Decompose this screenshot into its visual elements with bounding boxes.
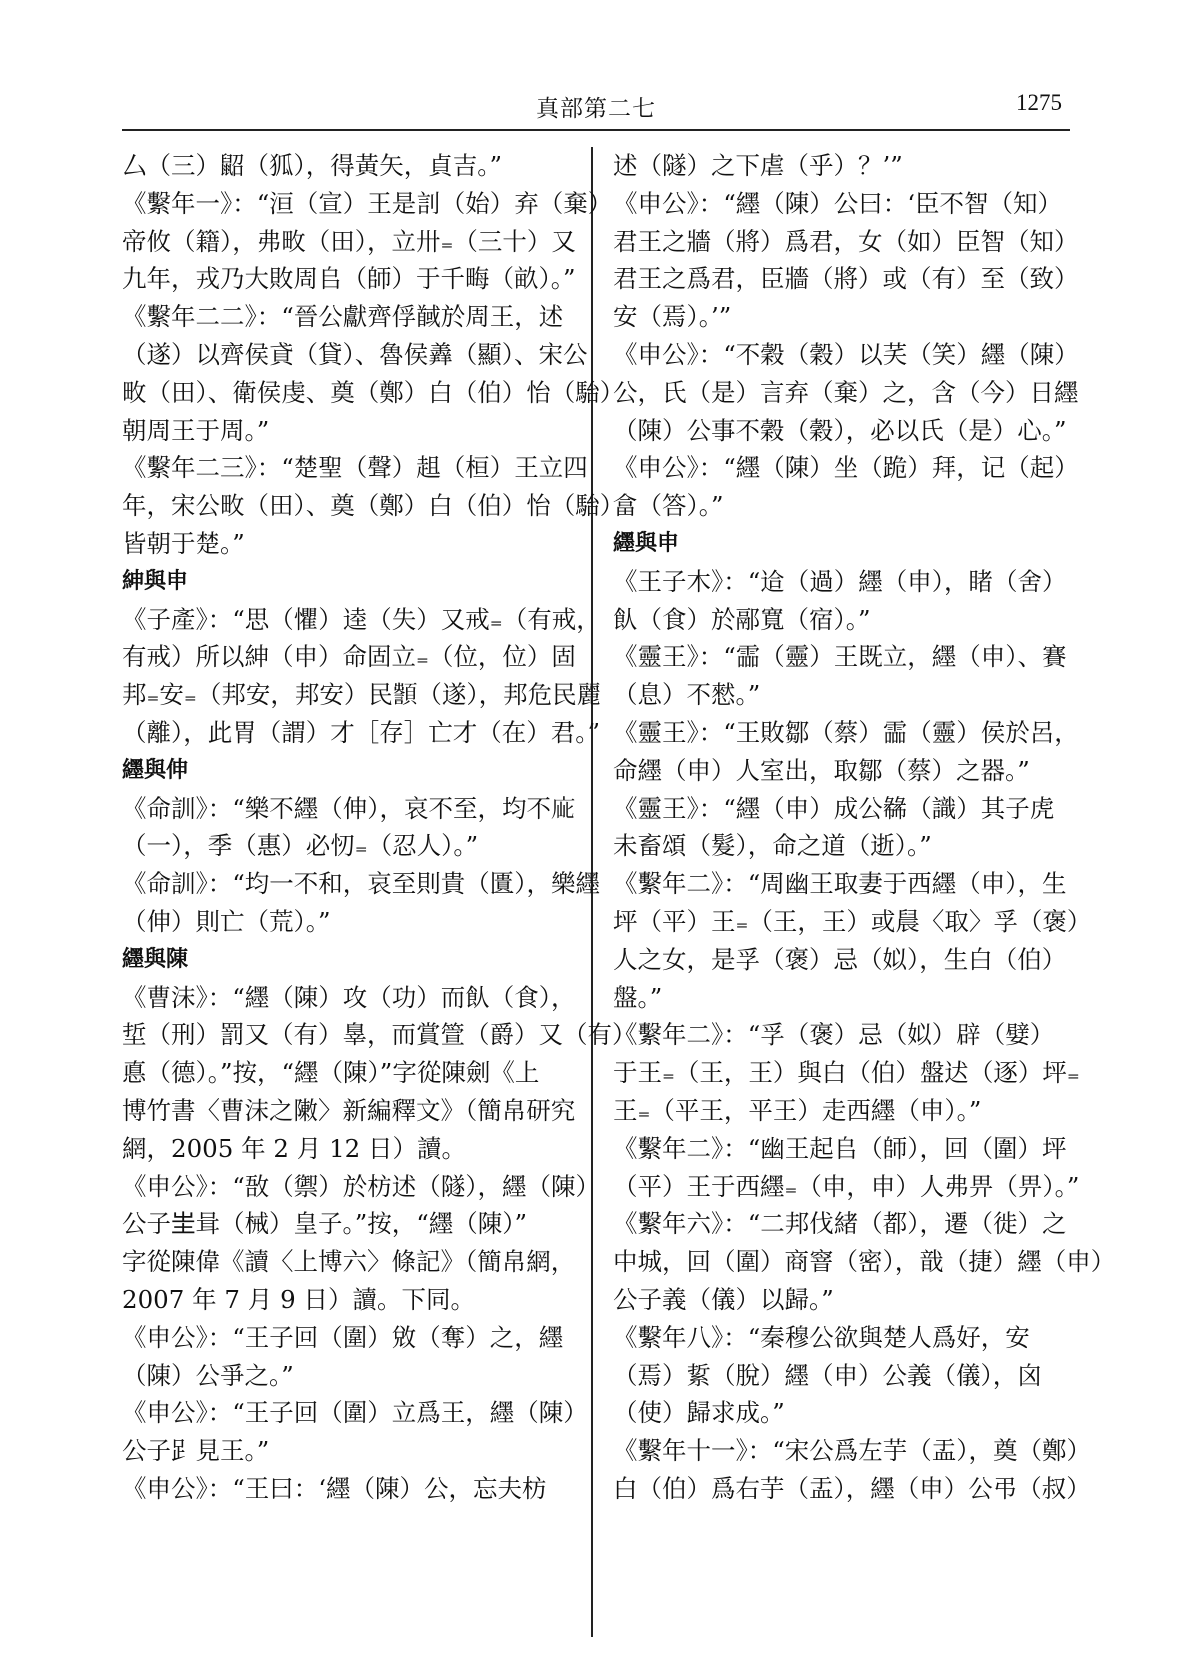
text-line: 埑（刑）罰又（有）辠，而賞箮（爵）又（有） — [122, 1020, 637, 1050]
text-line: 畋（田）、衛侯虔、奠（鄭）白（伯）怡（駘） — [122, 377, 625, 407]
text-line: 字從陳偉《讀〈上博六〉條記》（簡帛網， — [122, 1247, 576, 1277]
text-line: 人之女，是孚（褒）忌（姒），生白（伯） — [613, 944, 1067, 974]
text-line: 公子𡉚咠（械）皇子。”按，“纆（陳）” — [122, 1209, 528, 1239]
text-line: 《繫年一》：“洹（宣）王是䚯（始）弃（棄） — [122, 188, 613, 218]
text-line: 《申公》：“纆（陳）公曰：‘臣不智（知） — [613, 188, 1063, 218]
text-line: （息）不憖。” — [613, 680, 761, 710]
text-line: 《繫年六》：“二邦伐緒（都），遷（徙）之 — [613, 1209, 1067, 1239]
text-line: 《王子木》：“䢔（過）纆（申），睹（舍） — [613, 566, 1067, 596]
text-line: 《繫年十一》：“宋公爲左芋（盂），奠（鄭） — [613, 1436, 1092, 1466]
section-heading: 纆與伸 — [122, 757, 189, 783]
text-line: （陳）公事不穀（穀），必以氏（是）心。” — [613, 415, 1067, 445]
text-line: 命纆（申）人室出，取鄒（蔡）之器。” — [613, 755, 1030, 785]
text-line: 安（焉）。’” — [613, 302, 732, 332]
text-line: 博竹書〈曹沫之敶〉新編釋文》（簡帛研究 — [122, 1095, 576, 1125]
text-line: 盤。” — [613, 982, 663, 1012]
text-line: 帝攸（籍），弗畋（田），立卅₌（三十）又 — [122, 226, 576, 256]
text-line: 《申公》：“王子回（圍）敓（奪）之，纆 — [122, 1322, 564, 1352]
text-line: 悳（德）。”按，“纆（陳）”字從陳劍《上 — [122, 1058, 540, 1088]
text-line: 《繫年二二》：“晉公獻齊俘馘於周王，述 — [122, 302, 564, 332]
text-line: 公，氏（是）言弃（棄）之，含（今）日纆 — [613, 377, 1079, 407]
text-line: 《靈王》：“王敗鄒（蔡）霝（靈）侯於呂， — [613, 717, 1079, 747]
text-line: 君王之牆（將）爲君，女（如）臣智（知） — [613, 226, 1079, 256]
text-line: 《繫年二》：“周幽王取妻于西纆（申），生 — [613, 869, 1067, 899]
text-line: 王₌（平王，平王）走西纆（申）。” — [613, 1095, 982, 1125]
text-line: 《繫年二》：“幽王起𠂤（師），回（圍）坪 — [613, 1133, 1067, 1163]
page-number: 1275 — [1016, 90, 1062, 115]
text-line: 《命訓》：“均一不和，哀至則貴（匱），樂纆 — [122, 869, 601, 899]
text-line: 《曹沫》：“纆（陳）攻（功）而飤（食）， — [122, 982, 576, 1012]
section-title: 真部第二七 — [536, 96, 656, 122]
text-line: （使）歸求成。” — [613, 1398, 785, 1428]
text-line: （陳）公爭之。” — [122, 1360, 294, 1390]
text-line: （平）王于西纆₌（申，申）人弗畀（畀）。” — [613, 1171, 1080, 1201]
right-column — [613, 147, 1116, 1508]
text-line: 飤（食）於䣓寬（宿）。” — [613, 604, 871, 634]
section-heading: 紳與申 — [122, 568, 189, 594]
text-line: 《申公》：“敔（禦）於枋述（隧），纆（陳） — [122, 1171, 601, 1201]
section-heading: 纆與陳 — [122, 946, 189, 972]
text-line: 有戒）所以紳（申）命固立₌（位，位）固 — [122, 642, 576, 672]
text-line: 中城，回（圍）商窨（密），戠（捷）纆（申） — [613, 1247, 1116, 1277]
text-line: 《繫年二》：“孚（褒）忌（姒）辟（嬖） — [613, 1020, 1055, 1050]
text-line: 厶（三）鼦（狐），得黃矢，貞吉。” — [122, 151, 503, 180]
text-line: 《申公》：“纆（陳）坐（跪）拜，记（起） — [613, 453, 1079, 483]
header-rule — [122, 129, 1070, 131]
section-heading: 纆與申 — [613, 530, 680, 556]
text-line: 《靈王》：“霝（靈）王既立，纆（申）、賽 — [613, 642, 1067, 672]
text-line: 《申公》：“王曰：‘纆（陳）公，忘夫枋 — [122, 1473, 547, 1503]
text-line: 于王₌（王，王）與白（伯）盤迖（逐）坪₌ — [613, 1058, 1080, 1088]
text-line: 皆朝于楚。” — [122, 528, 245, 558]
text-line: 《子產》：“思（懼）逵（失）又戒₌（有戒， — [122, 604, 601, 634]
text-line: 網，2005 年 2 月 12 日）讀。 — [122, 1133, 467, 1163]
text-line: 《申公》：“王子回（圍）立爲王，纆（陳） — [122, 1398, 588, 1428]
text-line: 畣（答）。” — [613, 491, 724, 521]
text-line: 君王之爲君，臣牆（將）或（有）至（致） — [613, 264, 1079, 294]
left-column — [122, 147, 637, 1508]
text-line: 九年，戎乃大敗周𠂤（師）于千畮（畝）。” — [122, 264, 576, 294]
text-line: （離），此胃（謂）才［存］亡才（在）君。” — [122, 717, 601, 747]
text-line: （一），季（惠）必㣼₌（忍人）。” — [122, 831, 479, 861]
text-line: 《命訓》：“樂不纆（伸），哀不至，均不𢈃 — [122, 793, 576, 823]
text-line: （遂）以齊侯貣（貸）、魯侯羴（顯）、宋公 — [122, 339, 588, 369]
text-line: 《繫年二三》：“楚聖（聲）趄（桓）王立四 — [122, 453, 588, 483]
text-line: 白（伯）爲右芋（盂），纆（申）公弔（叔） — [613, 1473, 1091, 1503]
text-line: 公子義（儀）以歸。” — [613, 1284, 834, 1314]
text-line: 公子𧾷見王。” — [122, 1436, 270, 1466]
text-line: 《靈王》：“纆（申）成公㣈（識）其子虎 — [613, 793, 1055, 823]
text-line: 朝周王于周。” — [122, 415, 270, 445]
text-line: 《繫年八》：“秦穆公欲與楚人爲好，安 — [613, 1322, 1030, 1352]
text-line: 邦₌安₌（邦安，邦安）民𩕵（遂），邦危民麗 — [122, 680, 602, 710]
page-header — [122, 90, 1070, 134]
text-line: 《申公》：“不穀（穀）以芺（笑）纆（陳） — [613, 339, 1079, 369]
text-line: 述（隧）之下虐（乎）？’” — [613, 151, 903, 180]
text-line: （伸）則亡（荒）。” — [122, 906, 331, 936]
text-line: 年，宋公畋（田）、奠（鄭）白（伯）怡（駘） — [122, 491, 625, 521]
text-line: （焉）䋢（脫）纆（申）公義（儀），囟 — [613, 1360, 1042, 1390]
text-line: 未畜頌（髮），命之道（逝）。” — [613, 831, 932, 861]
text-line: 坪（平）王₌（王，王）或䢅〈取〉孚（褒） — [613, 906, 1092, 936]
text-line: 2007 年 7 月 9 日）讀。下同。 — [122, 1284, 475, 1314]
